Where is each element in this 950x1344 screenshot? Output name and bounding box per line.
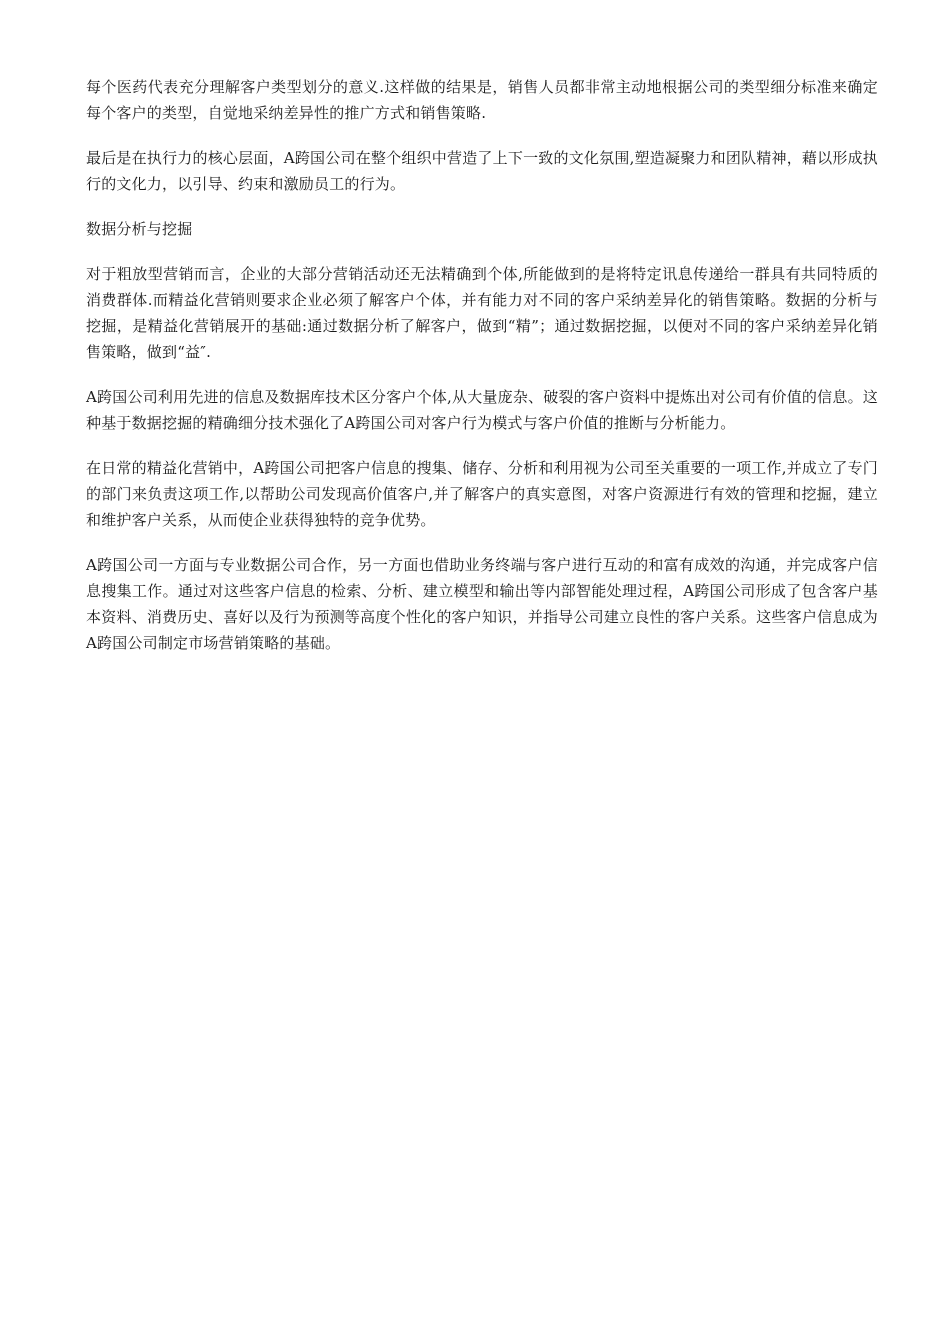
document-page — [86, 74, 878, 675]
paragraph-customer-type: 每个医药代表充分理解客户类型划分的意义.这样做的结果是，销售人员都非常主动地根据公司的类型细分标准来确定每个客户的类型，自觉地采纳差异性的推广方式和销售策略. — [86, 78, 878, 122]
paragraph-customer-information: 在日常的精益化营销中，A跨国公司把客户信息的搜集、储存、分析和利用视为公司至关重要的一项工作,并成立了专门的部门来负责这项工作,以帮助公司发现高价值客户,并了解客户的真实意图，对客户资源进行有效的管理和挖掘，建立和维护客户关系，从而使企业获得独特的竞争优势。 — [86, 459, 878, 529]
paragraph-database-technology: A跨国公司利用先进的信息及数据库技术区分客户个体,从大量庞杂、破裂的客户资料中提炼出对公司有价值的信息。这种基于数据挖掘的精确细分技术强化了A跨国公司对客户行为模式与客户价值的推断与分析能力。 — [86, 388, 878, 432]
paragraph-execution-culture: 最后是在执行力的核心层面，A跨国公司在整个组织中营造了上下一致的文化氛围,塑造凝聚力和团队精神，藉以形成执行的文化力，以引导、约束和激励员工的行为。 — [86, 149, 878, 193]
paragraph-data-cooperation: A跨国公司一方面与专业数据公司合作，另一方面也借助业务终端与客户进行互动的和富有成效的沟通，并完成客户信息搜集工作。通过对这些客户信息的检索、分析、建立模型和输出等内部智能处理过程，A跨国公司形成了包含客户基本资料、消费历史、喜好以及行为预测等高度个性化的客户知识，并指导公司建立良性的客户关系。这些客户信息成为A跨国公司制定市场营销策略的基础。 — [86, 556, 878, 652]
section-heading: 数据分析与挖掘 — [86, 220, 193, 238]
paragraph-extensive-marketing: 对于粗放型营销而言，企业的大部分营销活动还无法精确到个体,所能做到的是将特定讯息传递给一群具有共同特质的消费群体.而精益化营销则要求企业必须了解客户个体，并有能力对不同的客户采纳差异化的销售策略。数据的分析与挖掘，是精益化营销展开的基础:通过数据分析了解客户，做到“精”；通过数据挖掘，以便对不同的客户采纳差异化销售策略，做到“益″. — [86, 265, 878, 361]
